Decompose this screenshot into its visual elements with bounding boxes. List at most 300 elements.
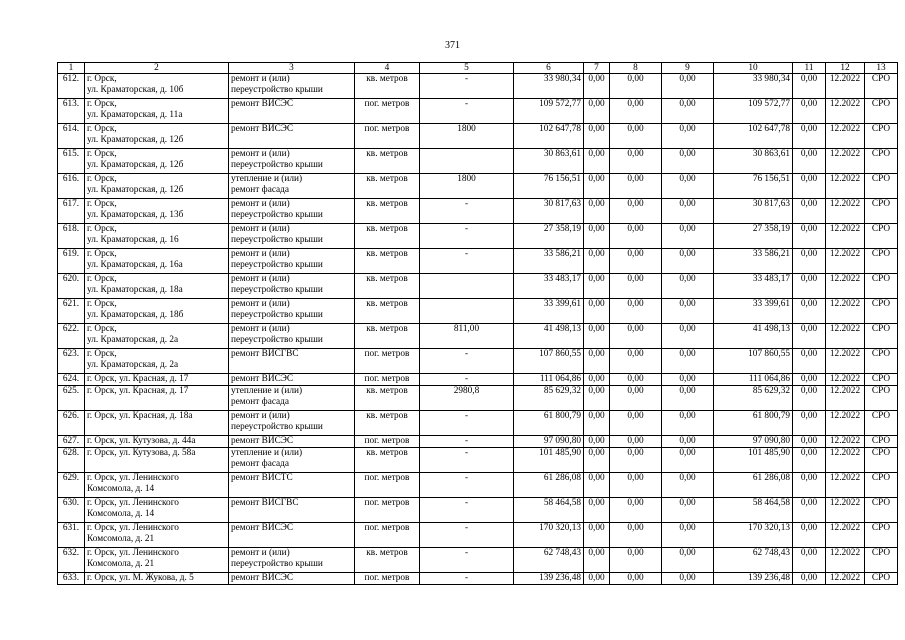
- method-cell: СРО: [865, 349, 898, 374]
- row-number: 624.: [58, 374, 85, 386]
- table-row: [58, 249, 898, 274]
- col11-cell: 0,00: [793, 548, 826, 573]
- method-cell: СРО: [865, 448, 898, 473]
- row-number: 617.: [58, 199, 85, 224]
- col10-cell: 85 629,32: [714, 386, 793, 411]
- table-row: [58, 573, 898, 585]
- method-cell: СРО: [865, 174, 898, 199]
- row-number: 613.: [58, 99, 85, 124]
- work-type-cell: ремонт и (или) переустройство крыши: [229, 411, 355, 436]
- unit-cell: кв. метров: [355, 386, 420, 411]
- total-cost-cell: 33 980,34: [514, 74, 584, 99]
- address-cell: г. Орск, ул. Ленинского Комсомола, д. 21: [85, 548, 229, 573]
- unit-cell: пог. метров: [355, 436, 420, 448]
- volume-cell: -: [420, 349, 514, 374]
- method-cell: СРО: [865, 411, 898, 436]
- col10-cell: 30 817,63: [714, 199, 793, 224]
- col10-cell: 30 863,61: [714, 149, 793, 174]
- row-number: 616.: [58, 174, 85, 199]
- header-row: [58, 63, 898, 74]
- date-cell: 12.2022: [826, 349, 865, 374]
- date-cell: 12.2022: [826, 374, 865, 386]
- unit-cell: кв. метров: [355, 249, 420, 274]
- volume-cell: [420, 149, 514, 174]
- col10-cell: 76 156,51: [714, 174, 793, 199]
- method-cell: СРО: [865, 498, 898, 523]
- row-number: 630.: [58, 498, 85, 523]
- col10-cell: 139 236,48: [714, 573, 793, 585]
- work-type-cell: ремонт и (или) переустройство крыши: [229, 199, 355, 224]
- volume-cell: 811,00: [420, 324, 514, 349]
- volume-cell: -: [420, 249, 514, 274]
- col7-cell: 0,00: [584, 299, 610, 324]
- col8-cell: 0,00: [610, 523, 662, 548]
- address-cell: г. Орск, ул. Краматорская, д. 11а: [85, 99, 229, 124]
- col8-cell: 0,00: [610, 249, 662, 274]
- address-cell: г. Орск, ул. Краматорская, д. 2а: [85, 324, 229, 349]
- table-row: [58, 124, 898, 149]
- total-cost-cell: 107 860,55: [514, 349, 584, 374]
- date-cell: 12.2022: [826, 473, 865, 498]
- date-cell: 12.2022: [826, 249, 865, 274]
- col9-cell: 0,00: [662, 548, 714, 573]
- col10-cell: 33 483,17: [714, 274, 793, 299]
- row-number: 631.: [58, 523, 85, 548]
- col9-cell: 0,00: [662, 74, 714, 99]
- row-number: 620.: [58, 274, 85, 299]
- table-row: [58, 174, 898, 199]
- address-cell: г. Орск, ул. Краматорская, д. 16: [85, 224, 229, 249]
- col11-cell: 0,00: [793, 174, 826, 199]
- work-type-cell: ремонт и (или) переустройство крыши: [229, 548, 355, 573]
- method-cell: СРО: [865, 324, 898, 349]
- address-cell: г. Орск, ул. Ленинского Комсомола, д. 14: [85, 473, 229, 498]
- col10-cell: 107 860,55: [714, 349, 793, 374]
- col9-cell: 0,00: [662, 124, 714, 149]
- work-type-cell: утепление и (или) ремонт фасада: [229, 174, 355, 199]
- row-number: 612.: [58, 74, 85, 99]
- total-cost-cell: 33 586,21: [514, 249, 584, 274]
- unit-cell: кв. метров: [355, 224, 420, 249]
- address-cell: г. Орск, ул. Ленинского Комсомола, д. 21: [85, 523, 229, 548]
- date-cell: 12.2022: [826, 548, 865, 573]
- work-type-cell: ремонт и (или) переустройство крыши: [229, 74, 355, 99]
- col7-cell: 0,00: [584, 374, 610, 386]
- volume-cell: -: [420, 74, 514, 99]
- col11-cell: 0,00: [793, 74, 826, 99]
- row-number: 621.: [58, 299, 85, 324]
- method-cell: СРО: [865, 473, 898, 498]
- col10-cell: 58 464,58: [714, 498, 793, 523]
- col8-cell: 0,00: [610, 548, 662, 573]
- unit-cell: кв. метров: [355, 548, 420, 573]
- col7-cell: 0,00: [584, 498, 610, 523]
- volume-cell: -: [420, 548, 514, 573]
- table-row: [58, 74, 898, 99]
- col11-cell: 0,00: [793, 498, 826, 523]
- volume-cell: -: [420, 498, 514, 523]
- unit-cell: пог. метров: [355, 124, 420, 149]
- column-header-11: 11: [793, 63, 826, 74]
- col8-cell: 0,00: [610, 411, 662, 436]
- column-header-6: 6: [514, 63, 584, 74]
- row-number: 628.: [58, 448, 85, 473]
- date-cell: 12.2022: [826, 411, 865, 436]
- unit-cell: пог. метров: [355, 99, 420, 124]
- col9-cell: 0,00: [662, 274, 714, 299]
- col9-cell: 0,00: [662, 436, 714, 448]
- unit-cell: кв. метров: [355, 74, 420, 99]
- unit-cell: кв. метров: [355, 448, 420, 473]
- work-type-cell: ремонт и (или) переустройство крыши: [229, 299, 355, 324]
- unit-cell: пог. метров: [355, 349, 420, 374]
- col9-cell: 0,00: [662, 249, 714, 274]
- work-type-cell: ремонт и (или) переустройство крыши: [229, 224, 355, 249]
- col7-cell: 0,00: [584, 548, 610, 573]
- method-cell: СРО: [865, 548, 898, 573]
- table-row: [58, 523, 898, 548]
- table-row: [58, 349, 898, 374]
- address-cell: г. Орск, ул. Кутузова, д. 58а: [85, 448, 229, 473]
- col8-cell: 0,00: [610, 274, 662, 299]
- method-cell: СРО: [865, 386, 898, 411]
- date-cell: 12.2022: [826, 124, 865, 149]
- table-row: [58, 374, 898, 386]
- address-cell: г. Орск, ул. Краматорская, д. 12б: [85, 124, 229, 149]
- page-number: 371: [445, 40, 460, 51]
- volume-cell: 1800: [420, 174, 514, 199]
- volume-cell: -: [420, 523, 514, 548]
- col11-cell: 0,00: [793, 324, 826, 349]
- col7-cell: 0,00: [584, 436, 610, 448]
- col10-cell: 62 748,43: [714, 548, 793, 573]
- col11-cell: 0,00: [793, 473, 826, 498]
- date-cell: 12.2022: [826, 386, 865, 411]
- col9-cell: 0,00: [662, 349, 714, 374]
- address-cell: г. Орск, ул. Краматорская, д. 16а: [85, 249, 229, 274]
- row-number: 629.: [58, 473, 85, 498]
- method-cell: СРО: [865, 374, 898, 386]
- col8-cell: 0,00: [610, 573, 662, 585]
- total-cost-cell: 41 498,13: [514, 324, 584, 349]
- total-cost-cell: 85 629,32: [514, 386, 584, 411]
- col7-cell: 0,00: [584, 324, 610, 349]
- column-header-2: 2: [85, 63, 229, 74]
- row-number: 632.: [58, 548, 85, 573]
- method-cell: СРО: [865, 149, 898, 174]
- table-row: [58, 199, 898, 224]
- total-cost-cell: 33 483,17: [514, 274, 584, 299]
- date-cell: 12.2022: [826, 523, 865, 548]
- col11-cell: 0,00: [793, 573, 826, 585]
- volume-cell: -: [420, 199, 514, 224]
- volume-cell: [420, 299, 514, 324]
- col11-cell: 0,00: [793, 249, 826, 274]
- col8-cell: 0,00: [610, 349, 662, 374]
- table-row: [58, 498, 898, 523]
- col11-cell: 0,00: [793, 349, 826, 374]
- row-number: 622.: [58, 324, 85, 349]
- date-cell: 12.2022: [826, 149, 865, 174]
- total-cost-cell: 111 064,86: [514, 374, 584, 386]
- col8-cell: 0,00: [610, 473, 662, 498]
- col10-cell: 33 980,34: [714, 74, 793, 99]
- total-cost-cell: 102 647,78: [514, 124, 584, 149]
- volume-cell: 2980,8: [420, 386, 514, 411]
- address-cell: г. Орск, ул. Краматорская, д. 13б: [85, 199, 229, 224]
- col11-cell: 0,00: [793, 274, 826, 299]
- unit-cell: пог. метров: [355, 473, 420, 498]
- col7-cell: 0,00: [584, 124, 610, 149]
- column-header-7: 7: [584, 63, 610, 74]
- col8-cell: 0,00: [610, 386, 662, 411]
- column-header-8: 8: [610, 63, 662, 74]
- table-row: [58, 149, 898, 174]
- address-cell: г. Орск, ул. М. Жукова, д. 5: [85, 573, 229, 585]
- unit-cell: кв. метров: [355, 274, 420, 299]
- date-cell: 12.2022: [826, 274, 865, 299]
- col8-cell: 0,00: [610, 374, 662, 386]
- col11-cell: 0,00: [793, 124, 826, 149]
- unit-cell: кв. метров: [355, 324, 420, 349]
- row-number: 623.: [58, 349, 85, 374]
- col11-cell: 0,00: [793, 299, 826, 324]
- column-header-12: 12: [826, 63, 865, 74]
- table-row: [58, 548, 898, 573]
- col9-cell: 0,00: [662, 224, 714, 249]
- col8-cell: 0,00: [610, 498, 662, 523]
- unit-cell: кв. метров: [355, 411, 420, 436]
- table-row: [58, 324, 898, 349]
- col7-cell: 0,00: [584, 411, 610, 436]
- table-row: [58, 411, 898, 436]
- col11-cell: 0,00: [793, 374, 826, 386]
- method-cell: СРО: [865, 573, 898, 585]
- work-type-cell: ремонт ВИСЭС: [229, 374, 355, 386]
- col7-cell: 0,00: [584, 473, 610, 498]
- volume-cell: -: [420, 411, 514, 436]
- col8-cell: 0,00: [610, 199, 662, 224]
- col8-cell: 0,00: [610, 224, 662, 249]
- unit-cell: кв. метров: [355, 174, 420, 199]
- unit-cell: пог. метров: [355, 498, 420, 523]
- table-row: [58, 99, 898, 124]
- unit-cell: пог. метров: [355, 573, 420, 585]
- col11-cell: 0,00: [793, 523, 826, 548]
- col7-cell: 0,00: [584, 99, 610, 124]
- table-row: [58, 299, 898, 324]
- row-number: 633.: [58, 573, 85, 585]
- method-cell: СРО: [865, 299, 898, 324]
- date-cell: 12.2022: [826, 299, 865, 324]
- col7-cell: 0,00: [584, 199, 610, 224]
- row-number: 615.: [58, 149, 85, 174]
- volume-cell: -: [420, 224, 514, 249]
- col7-cell: 0,00: [584, 274, 610, 299]
- col7-cell: 0,00: [584, 349, 610, 374]
- col11-cell: 0,00: [793, 224, 826, 249]
- total-cost-cell: 27 358,19: [514, 224, 584, 249]
- address-cell: г. Орск, ул. Краматорская, д. 12б: [85, 149, 229, 174]
- total-cost-cell: 101 485,90: [514, 448, 584, 473]
- date-cell: 12.2022: [826, 74, 865, 99]
- method-cell: СРО: [865, 99, 898, 124]
- col10-cell: 61 286,08: [714, 473, 793, 498]
- row-number: 627.: [58, 436, 85, 448]
- date-cell: 12.2022: [826, 498, 865, 523]
- col10-cell: 27 358,19: [714, 224, 793, 249]
- col8-cell: 0,00: [610, 124, 662, 149]
- date-cell: 12.2022: [826, 436, 865, 448]
- date-cell: 12.2022: [826, 99, 865, 124]
- method-cell: СРО: [865, 249, 898, 274]
- date-cell: 12.2022: [826, 174, 865, 199]
- col10-cell: 102 647,78: [714, 124, 793, 149]
- col7-cell: 0,00: [584, 448, 610, 473]
- total-cost-cell: 33 399,61: [514, 299, 584, 324]
- col11-cell: 0,00: [793, 448, 826, 473]
- col10-cell: 170 320,13: [714, 523, 793, 548]
- address-cell: г. Орск, ул. Красная, д. 17: [85, 386, 229, 411]
- col9-cell: 0,00: [662, 448, 714, 473]
- col11-cell: 0,00: [793, 386, 826, 411]
- col9-cell: 0,00: [662, 523, 714, 548]
- col11-cell: 0,00: [793, 199, 826, 224]
- address-cell: г. Орск, ул. Кутузова, д. 44а: [85, 436, 229, 448]
- table-row: [58, 224, 898, 249]
- work-type-cell: ремонт ВИСТС: [229, 473, 355, 498]
- column-header-3: 3: [229, 63, 355, 74]
- table-row: [58, 274, 898, 299]
- col11-cell: 0,00: [793, 149, 826, 174]
- work-type-cell: утепление и (или) ремонт фасада: [229, 386, 355, 411]
- volume-cell: -: [420, 374, 514, 386]
- col9-cell: 0,00: [662, 573, 714, 585]
- method-cell: СРО: [865, 436, 898, 448]
- address-cell: г. Орск, ул. Красная, д. 17: [85, 374, 229, 386]
- col11-cell: 0,00: [793, 436, 826, 448]
- col9-cell: 0,00: [662, 299, 714, 324]
- total-cost-cell: 170 320,13: [514, 523, 584, 548]
- col10-cell: 33 586,21: [714, 249, 793, 274]
- table-row: [58, 448, 898, 473]
- work-type-cell: ремонт и (или) переустройство крыши: [229, 274, 355, 299]
- column-header-10: 10: [714, 63, 793, 74]
- address-cell: г. Орск, ул. Ленинского Комсомола, д. 14: [85, 498, 229, 523]
- total-cost-cell: 62 748,43: [514, 548, 584, 573]
- method-cell: СРО: [865, 199, 898, 224]
- table-row: [58, 473, 898, 498]
- date-cell: 12.2022: [826, 324, 865, 349]
- work-type-cell: ремонт ВИСГВС: [229, 498, 355, 523]
- col8-cell: 0,00: [610, 99, 662, 124]
- total-cost-cell: 30 863,61: [514, 149, 584, 174]
- unit-cell: пог. метров: [355, 374, 420, 386]
- work-type-cell: ремонт ВИСЭС: [229, 124, 355, 149]
- date-cell: 12.2022: [826, 199, 865, 224]
- method-cell: СРО: [865, 274, 898, 299]
- unit-cell: кв. метров: [355, 299, 420, 324]
- volume-cell: 1800: [420, 124, 514, 149]
- total-cost-cell: 76 156,51: [514, 174, 584, 199]
- col9-cell: 0,00: [662, 199, 714, 224]
- col9-cell: 0,00: [662, 324, 714, 349]
- col9-cell: 0,00: [662, 149, 714, 174]
- work-type-cell: ремонт и (или) переустройство крыши: [229, 249, 355, 274]
- col9-cell: 0,00: [662, 411, 714, 436]
- work-type-cell: ремонт ВИСЭС: [229, 99, 355, 124]
- method-cell: СРО: [865, 74, 898, 99]
- col9-cell: 0,00: [662, 386, 714, 411]
- col8-cell: 0,00: [610, 149, 662, 174]
- total-cost-cell: 58 464,58: [514, 498, 584, 523]
- work-type-cell: ремонт и (или) переустройство крыши: [229, 324, 355, 349]
- total-cost-cell: 30 817,63: [514, 199, 584, 224]
- column-header-13: 13: [865, 63, 898, 74]
- row-number: 625.: [58, 386, 85, 411]
- col8-cell: 0,00: [610, 324, 662, 349]
- col7-cell: 0,00: [584, 386, 610, 411]
- col7-cell: 0,00: [584, 523, 610, 548]
- date-cell: 12.2022: [826, 448, 865, 473]
- method-cell: СРО: [865, 124, 898, 149]
- col10-cell: 111 064,86: [714, 374, 793, 386]
- address-cell: г. Орск, ул. Краматорская, д. 2а: [85, 349, 229, 374]
- date-cell: 12.2022: [826, 573, 865, 585]
- col9-cell: 0,00: [662, 498, 714, 523]
- table-row: [58, 386, 898, 411]
- method-cell: СРО: [865, 224, 898, 249]
- work-type-cell: ремонт ВИСЭС: [229, 436, 355, 448]
- col9-cell: 0,00: [662, 174, 714, 199]
- volume-cell: -: [420, 436, 514, 448]
- col10-cell: 109 572,77: [714, 99, 793, 124]
- row-number: 619.: [58, 249, 85, 274]
- work-type-cell: ремонт ВИСЭС: [229, 523, 355, 548]
- method-cell: СРО: [865, 523, 898, 548]
- address-cell: г. Орск, ул. Краматорская, д. 10б: [85, 74, 229, 99]
- column-header-9: 9: [662, 63, 714, 74]
- col9-cell: 0,00: [662, 473, 714, 498]
- col7-cell: 0,00: [584, 249, 610, 274]
- volume-cell: -: [420, 448, 514, 473]
- work-type-cell: ремонт ВИСГВС: [229, 349, 355, 374]
- col8-cell: 0,00: [610, 436, 662, 448]
- unit-cell: кв. метров: [355, 149, 420, 174]
- unit-cell: кв. метров: [355, 199, 420, 224]
- registry-table: [57, 62, 898, 585]
- col7-cell: 0,00: [584, 149, 610, 174]
- col10-cell: 97 090,80: [714, 436, 793, 448]
- col10-cell: 33 399,61: [714, 299, 793, 324]
- col8-cell: 0,00: [610, 74, 662, 99]
- volume-cell: -: [420, 99, 514, 124]
- work-type-cell: ремонт и (или) переустройство крыши: [229, 149, 355, 174]
- col7-cell: 0,00: [584, 174, 610, 199]
- volume-cell: [420, 274, 514, 299]
- column-header-5: 5: [420, 63, 514, 74]
- col7-cell: 0,00: [584, 224, 610, 249]
- date-cell: 12.2022: [826, 224, 865, 249]
- address-cell: г. Орск, ул. Красная, д. 18а: [85, 411, 229, 436]
- col7-cell: 0,00: [584, 74, 610, 99]
- unit-cell: пог. метров: [355, 523, 420, 548]
- col9-cell: 0,00: [662, 374, 714, 386]
- row-number: 614.: [58, 124, 85, 149]
- table-row: [58, 436, 898, 448]
- total-cost-cell: 97 090,80: [514, 436, 584, 448]
- col7-cell: 0,00: [584, 573, 610, 585]
